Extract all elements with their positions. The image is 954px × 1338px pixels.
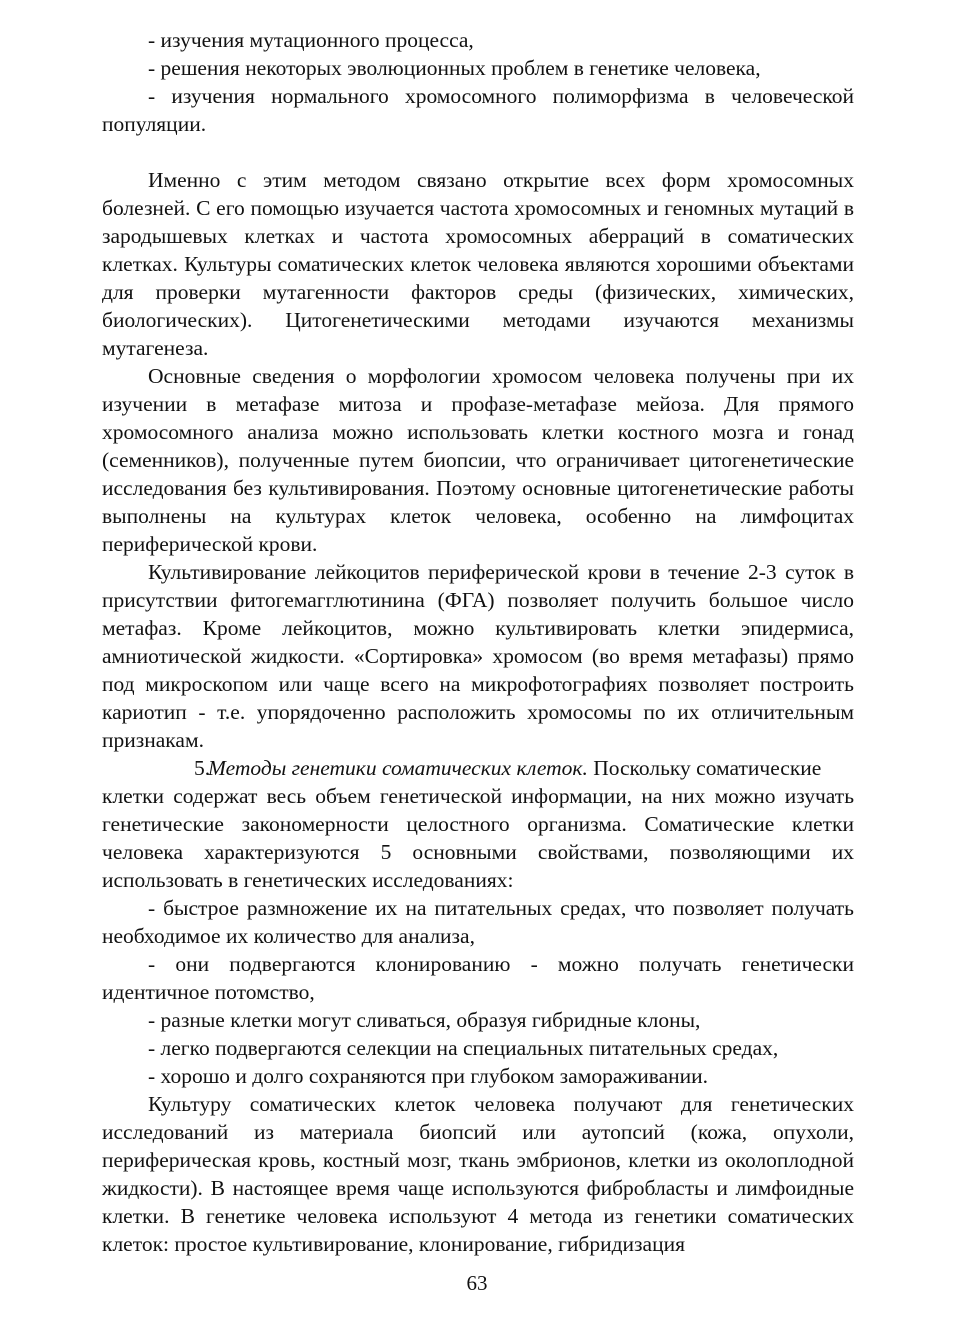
- section-number: 5.: [194, 756, 211, 780]
- section-body: клетки содержат весь объем генетической информации, на них можно изучать генетические закономерности целостного организма. Соматические клетки человека характеризуются 5 основными свойствами, позволяющими их использовать в генетических исследованиях:: [102, 784, 854, 892]
- paragraph: Именно с этим методом связано открытие всех форм хромосомных болезней. С его помощью изучается частота хромосомных и геномных мутаций в зародышевых клетках и частота хромосомных аберраций в соматических клетках. Культуры соматических клеток человека являются хорошими объектами для проверки мутагенности факторов среды (физических, химических, биологических). Цитогенетическими методами изучаются механизмы мутагенеза.: [102, 168, 854, 360]
- intro-list-item: - изучения нормального хромосомного полиморфизма в человеческой популяции.: [102, 84, 854, 136]
- paragraph: Основные сведения о морфологии хромосом человека получены при их изучении в метафазе митоза и профазе-метафазе мейоза. Для прямого хромосомного анализа можно использовать клетки костного мозга и гонад (семенников), полученные путем биопсии, что ограничивает цитогенетические исследования без культивирования. Поэтому основные цитогенетические работы выполнены на культурах клеток человека, особенно на лимфоцитах периферической крови.: [102, 364, 854, 556]
- intro-list-item: - изучения мутационного процесса,: [148, 28, 474, 52]
- section-title: Методы генетики соматических клеток.: [208, 756, 588, 780]
- property-list-item: - они подвергаются клонированию - можно получать генетически идентичное потомство,: [102, 952, 854, 1004]
- property-list-item: - разные клетки могут сливаться, образуя гибридные клоны,: [148, 1008, 701, 1032]
- page-number: 63: [466, 1271, 488, 1295]
- property-list-item: - быстрое размножение их на питательных средах, что позволяет получать необходимое их количество для анализа,: [102, 896, 854, 948]
- intro-list-item: - решения некоторых эволюционных проблем в генетике человека,: [148, 56, 761, 80]
- paragraph-gap: [102, 138, 854, 166]
- page-text: [102, 26, 854, 1258]
- final-paragraph: Культуру соматических клеток человека получают для генетических исследований из материала биопсий или аутопсий (кожа, опухоли, периферическая кровь, костный мозг, ткань эмбрионов, клетки из околоплодной жидкости). В настоящее время чаще используются фибробласты и лимфоидные клетки. В генетике человека используют 4 метода из генетики соматических клеток: простое культивирование, клонирование, гибридизация: [102, 1092, 854, 1256]
- property-list-item: - хорошо и долго сохраняются при глубоком замораживании.: [148, 1064, 709, 1088]
- property-list-item: - легко подвергаются селекции на специальных питательных средах,: [148, 1036, 779, 1060]
- paragraph: Культивирование лейкоцитов периферической крови в течение 2-3 суток в присутствии фитогемагглютинина (ФГА) позволяет получить большое число метафаз. Кроме лейкоцитов, можно культивировать клетки эпидермиса, амниотической жидкости. «Сортировка» хромосом (во время метафазы) прямо под микроскопом или чаще всего на микрофотографиях позволяет построить кариотип - т.е. упорядоченно расположить хромосомы по их отличительным признакам.: [102, 560, 854, 752]
- section-heading-row: [102, 754, 854, 782]
- section-first-line-rest: Поскольку соматические: [593, 756, 822, 780]
